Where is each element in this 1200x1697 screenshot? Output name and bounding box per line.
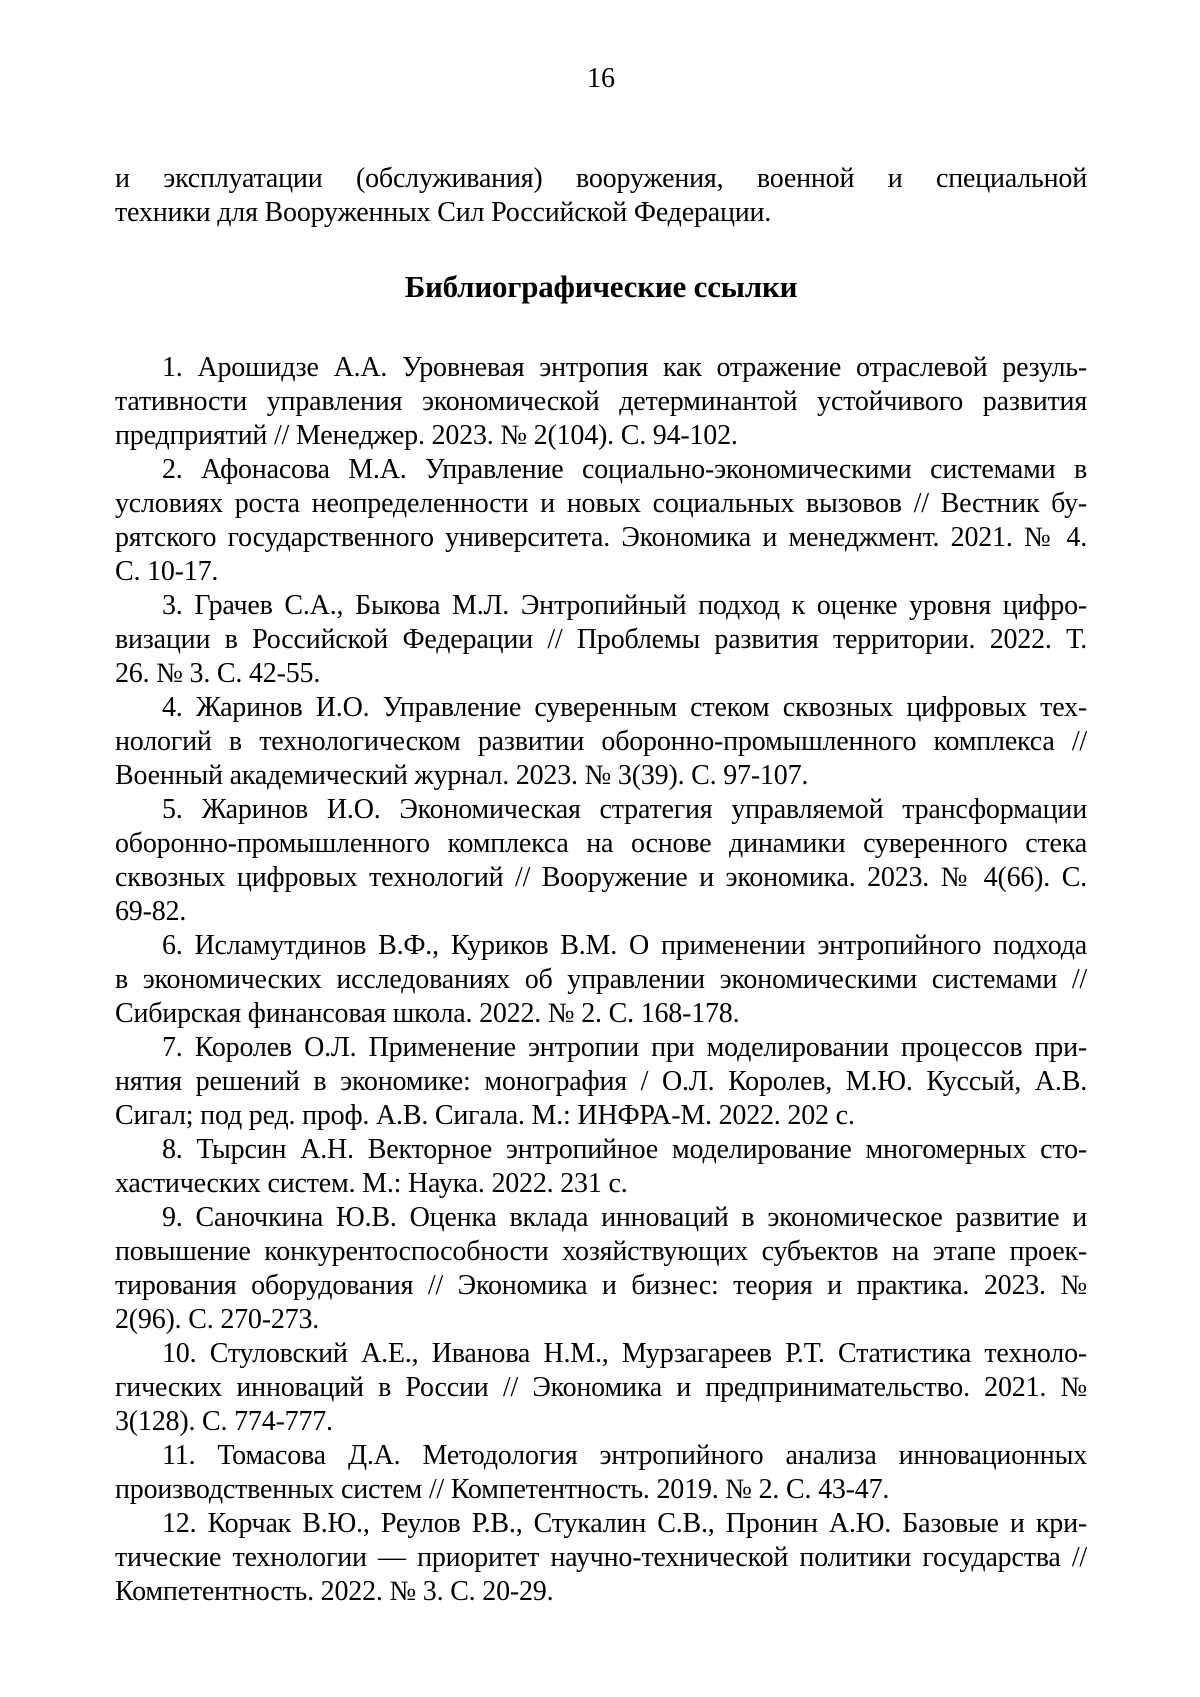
reference-item (115, 1201, 1087, 1337)
reference-item-line: 9. Саночкина Ю.В. Оценка вклада инноваций в экономическое развитие и (162, 1202, 1087, 1233)
reference-item-line: нологий в технологическом развитии оборонно-промышленного комплекса // (115, 726, 1087, 757)
reference-item-line: 1. Арошидзе А.А. Уровневая энтропия как отражение отраслевой резуль- (162, 352, 1087, 383)
reference-item-line: С. 10-17. (115, 556, 219, 587)
reference-item-line: повышение конкурентоспособности хозяйствующих субъектов на этапе проек- (115, 1236, 1087, 1267)
reference-item (115, 453, 1087, 589)
reference-item (115, 1337, 1087, 1439)
reference-item-line: 3(128). С. 774-777. (115, 1406, 333, 1437)
intro-paragraph-line: техники для Вооруженных Сил Российской Федерации. (115, 197, 772, 228)
reference-item-line: 7. Королев О.Л. Применение энтропии при моделировании процессов при- (162, 1032, 1087, 1063)
reference-item-line: 12. Корчак В.Ю., Реулов Р.В., Стукалин С.В., Пронин А.Ю. Базовые и кри- (162, 1508, 1087, 1539)
reference-item-line: Компетентность. 2022. № 3. С. 20-29. (115, 1576, 554, 1607)
reference-item-line: нятия решений в экономике: монография / О.Л. Королев, М.Ю. Куссый, А.В. (115, 1066, 1087, 1097)
reference-item (115, 589, 1087, 691)
reference-item-line: оборонно-промышленного комплекса на основе динамики суверенного стека (115, 828, 1087, 859)
reference-item-line: хастических систем. М.: Наука. 2022. 231 с. (115, 1168, 628, 1199)
reference-item-line: Сигал; под ред. проф. А.В. Сигала. М.: ИНФРА-М. 2022. 202 с. (115, 1100, 855, 1131)
reference-item-line: 2(96). С. 270-273. (115, 1304, 320, 1335)
reference-item (115, 1507, 1087, 1609)
reference-item-line: предприятий // Менеджер. 2023. № 2(104). С. 94-102. (115, 420, 738, 451)
reference-item-line: тирования оборудования // Экономика и бизнес: теория и практика. 2023. № (115, 1270, 1087, 1301)
reference-item (115, 691, 1087, 793)
reference-item-line: 11. Томасова Д.А. Методология энтропийного анализа инновационных (162, 1440, 1087, 1471)
intro-paragraph-line: и эксплуатации (обслуживания) вооружения, военной и специальной (115, 163, 1087, 194)
reference-item-line: тические технологии — приоритет научно-технической политики государства // (115, 1542, 1087, 1573)
reference-item (115, 351, 1087, 453)
section-heading: Библиографические ссылки (404, 269, 798, 304)
reference-item-line: 3. Грачев С.А., Быкова М.Л. Энтропийный подход к оценке уровня цифро- (162, 590, 1087, 621)
reference-item-line: тативности управления экономической детерминантой устойчивого развития (115, 386, 1087, 417)
reference-item-line: 6. Исламутдинов В.Ф., Куриков В.М. О применении энтропийного подхода (162, 930, 1087, 961)
reference-item-line: 2. Афонасова М.А. Управление социально-экономическими системами в (162, 454, 1087, 485)
reference-item-line: 8. Тырсин А.Н. Векторное энтропийное моделирование многомерных сто- (162, 1134, 1087, 1165)
page-number: 16 (587, 63, 615, 94)
reference-item-line: 69-82. (115, 896, 187, 927)
reference-item-line: 5. Жаринов И.О. Экономическая стратегия управляемой трансформации (162, 794, 1087, 825)
reference-item-line: визации в Российской Федерации // Проблемы развития территории. 2022. Т. (115, 624, 1087, 655)
reference-item (115, 929, 1087, 1031)
reference-item-line: Военный академический журнал. 2023. № 3(39). С. 97-107. (115, 760, 809, 791)
reference-item-line: гических инноваций в России // Экономика и предпринимательство. 2021. № (115, 1372, 1087, 1403)
reference-item-line: в экономических исследованиях об управлении экономическими системами // (115, 964, 1087, 995)
reference-item-line: Сибирская финансовая школа. 2022. № 2. С. 168-178. (115, 998, 740, 1029)
reference-item-line: сквозных цифровых технологий // Вооружение и экономика. 2023. № 4(66). С. (115, 862, 1087, 893)
reference-item-line: условиях роста неопределенности и новых социальных вызовов // Вестник бу- (115, 488, 1087, 519)
references-list (115, 351, 1087, 1609)
reference-item-line: 26. № 3. С. 42-55. (115, 658, 321, 689)
intro-paragraph (115, 162, 1087, 230)
reference-item (115, 1133, 1087, 1201)
reference-item-line: 10. Стуловский А.Е., Иванова Н.М., Мурзагареев Р.Т. Статистика техноло- (162, 1338, 1087, 1369)
reference-item-line: рятского государственного университета. Экономика и менеджмент. 2021. № 4. (115, 522, 1087, 553)
reference-item (115, 1031, 1087, 1133)
reference-item-line: 4. Жаринов И.О. Управление суверенным стеком сквозных цифровых тех- (162, 692, 1087, 723)
reference-item-line: производственных систем // Компетентность. 2019. № 2. С. 43-47. (115, 1474, 890, 1505)
reference-item (115, 793, 1087, 929)
reference-item (115, 1439, 1087, 1507)
